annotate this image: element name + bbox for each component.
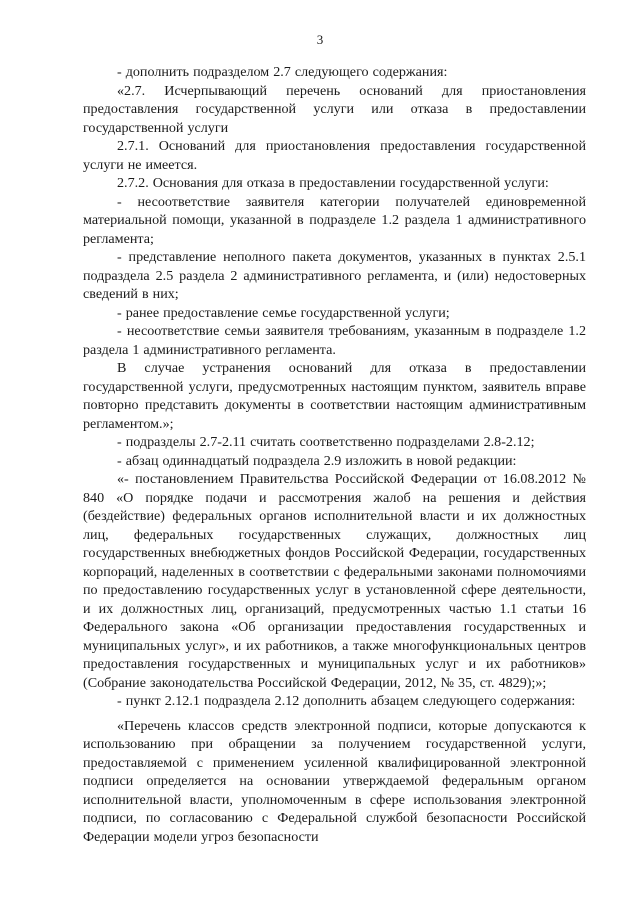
paragraph-renumber-subsections: - подразделы 2.7-2.11 считать соответственно подразделами 2.8-2.12; [117,434,535,450]
paragraph-add-subsection: - дополнить подразделом 2.7 следующего содержания: [117,64,448,80]
paragraph-2-7-1: 2.7.1. Оснований для приостановления предоставления государственной услуги не имеется. [83,138,586,173]
paragraph-reason-previous: - ранее предоставление семье государственной услуги; [117,304,450,321]
paragraph-2-7-2: 2.7.2. Основания для отказа в предоставлении государственной услуги: [117,175,549,191]
paragraph-reason-requirements: - несоответствие семьи заявителя требованиям, указанным в подразделе 1.2 раздела 1 административного регламента. [83,323,586,358]
paragraph-signature-classes: «Перечень классов средств электронной подписи, которые допускаются к использованию при обращении за получением государственной услуги, предоставляемой с применением усиленной квалифицированной электронной подписи определяется на основании утверждаемой федеральным органом исполнительной власти, уполномоченным в сфере использования электронной подписи, по согласованию с Федеральной службой безопасности Российской Федерации модели угроз безопасности [83,717,586,845]
paragraph-government-decree: «- постановлением Правительства Российской Федерации от 16.08.2012 № 840 «О порядке подачи и рассмотрения жалоб на решения и действия (бездействие) федеральных органов исполнительной власти и их должностных лиц, федеральных государственных служащих, должностных лиц государственных внебюджетных фондов Российской Федерации, государственных корпораций, наделенных в соответствии с федеральными законами полномочиями по предоставлению государственных услуг в установленной сфере деятельности, и их должностных лиц, организаций, предусмотренных частью 1.1 статьи 16 Федерального закона «Об организации предоставления государственных и муниципальных услуг», и их работников, а также многофункциональных центров предоставления государственных и муниципальных услуг и их работников» (Собрание законодательства Российской Федерации, 2012, № 35, ст. 4829);»; [83,471,586,691]
paragraph-reason-category: - несоответствие заявителя категории получателей единовременной материальной помощи, указанной в подразделе 1.2 раздела 1 административного регламента; [83,193,586,247]
paragraph-resubmission: В случае устранения оснований для отказа в предоставлении государственной услуги, предусмотренных настоящим пунктом, заявитель вправе повторно представить документы в соответствии настоящим административным регламентом.»; [83,360,586,432]
paragraph-new-edition: - абзац одиннадцатый подраздела 2.9 изложить в новой редакции: [117,452,517,469]
paragraph-reason-documents: - представление неполного пакета документов, указанных в пунктах 2.5.1 подраздела 2.5 раздела 2 административного регламента, и (или) недостоверных сведений в них; [83,249,586,302]
paragraph-2-7-heading: «2.7. Исчерпывающий перечень оснований для приостановления предоставления государственной услуги или отказа в предоставлении государственной услуги [83,82,586,136]
document-body [83,63,586,846]
page-number: 3 [316,32,324,47]
paragraph-add-clause: - пункт 2.12.1 подраздела 2.12 дополнить абзацем следующего содержания: [117,693,576,709]
